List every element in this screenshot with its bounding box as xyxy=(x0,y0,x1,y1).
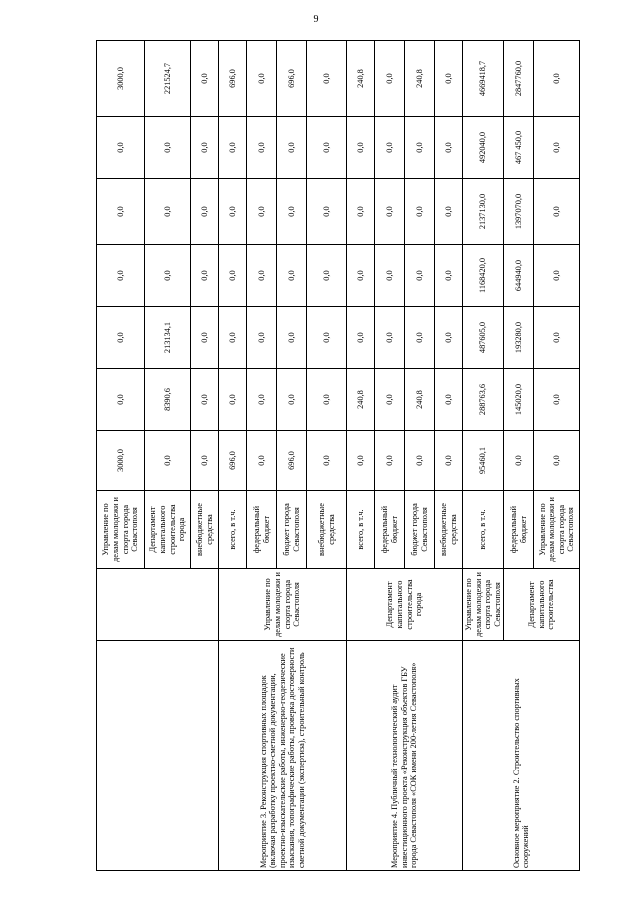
value-cell: 0,0 xyxy=(191,41,219,117)
value-cell: 487605,0 xyxy=(463,307,504,369)
value-cell: 0,0 xyxy=(277,179,307,245)
value-cell: 696,0 xyxy=(219,431,247,491)
value-cell: 0,0 xyxy=(307,431,347,491)
value-cell: 213134,1 xyxy=(145,307,191,369)
value-cell: 2137130,0 xyxy=(463,179,504,245)
value-cell: 0,0 xyxy=(219,245,247,307)
value-cell: 0,0 xyxy=(405,431,435,491)
value-cell: 644940,0 xyxy=(504,245,534,307)
value-cell: 0,0 xyxy=(435,245,463,307)
value-cell: 240,8 xyxy=(347,369,375,431)
value-cell: 2847760,0 xyxy=(504,41,534,117)
value-cell: 0,0 xyxy=(277,245,307,307)
value-cell: 0,0 xyxy=(435,179,463,245)
value-cell: 0,0 xyxy=(435,431,463,491)
funding-source-cell: внебюджетные средства xyxy=(435,491,463,569)
value-cell: 0,0 xyxy=(277,369,307,431)
value-cell: 0,0 xyxy=(97,369,145,431)
executor-cell: Управление по делам молодежи и спорта города Севастополя xyxy=(463,569,504,641)
value-cell: 492040,0 xyxy=(463,117,504,179)
value-cell: 8390,6 xyxy=(145,369,191,431)
value-cell: 0,0 xyxy=(191,179,219,245)
value-cell: 0,0 xyxy=(307,245,347,307)
value-cell: 696,0 xyxy=(219,41,247,117)
value-cell: 0,0 xyxy=(435,117,463,179)
value-cell: 0,0 xyxy=(375,117,405,179)
value-cell: 0,0 xyxy=(277,307,307,369)
value-cell: 0,0 xyxy=(219,369,247,431)
value-cell: 0,0 xyxy=(145,245,191,307)
value-cell: 0,0 xyxy=(347,307,375,369)
value-cell: 0,0 xyxy=(247,117,277,179)
value-cell: 0,0 xyxy=(347,431,375,491)
funding-source-cell: бюджет города Севастополя xyxy=(277,491,307,569)
value-cell: 0,0 xyxy=(97,117,145,179)
value-cell: 0,0 xyxy=(534,245,580,307)
table-row xyxy=(347,41,375,871)
value-cell: 0,0 xyxy=(307,179,347,245)
value-cell: 467 450,0 xyxy=(504,117,534,179)
value-cell: 0,0 xyxy=(405,307,435,369)
value-cell: 0,0 xyxy=(405,179,435,245)
rotated-table-wrapper xyxy=(96,41,576,871)
value-cell: 0,0 xyxy=(247,245,277,307)
funding-source-cell: федеральный бюджет xyxy=(247,491,277,569)
executor-cell: Департамент капитального строительства xyxy=(504,569,580,641)
value-cell: 0,0 xyxy=(219,179,247,245)
funding-source-cell: всего, в т.ч. xyxy=(347,491,375,569)
value-cell: 0,0 xyxy=(247,369,277,431)
value-cell: 193280,0 xyxy=(504,307,534,369)
activity-name-cell xyxy=(97,641,219,871)
funding-source-cell: Департамент капитального строительства города xyxy=(145,491,191,569)
table-row xyxy=(219,41,247,871)
value-cell: 696,0 xyxy=(277,431,307,491)
budget-table xyxy=(96,40,580,871)
value-cell: 1397070,0 xyxy=(504,179,534,245)
value-cell: 0,0 xyxy=(307,307,347,369)
value-cell: 0,0 xyxy=(347,117,375,179)
value-cell: 0,0 xyxy=(219,117,247,179)
rotated-table-inner xyxy=(96,41,576,871)
page-number: 9 xyxy=(313,14,319,25)
value-cell: 240,8 xyxy=(347,41,375,117)
table-row xyxy=(97,41,145,871)
value-cell: 0,0 xyxy=(145,179,191,245)
funding-source-cell: бюджет города Севастополя xyxy=(405,491,435,569)
value-cell: 0,0 xyxy=(435,307,463,369)
funding-source-cell: федеральный бюджет xyxy=(504,491,534,569)
value-cell: 0,0 xyxy=(219,307,247,369)
value-cell: 0,0 xyxy=(534,179,580,245)
value-cell: 0,0 xyxy=(347,179,375,245)
value-cell: 95460,1 xyxy=(463,431,504,491)
value-cell: 145020,0 xyxy=(504,369,534,431)
funding-source-cell: федеральный бюджет xyxy=(375,491,405,569)
value-cell: 0,0 xyxy=(97,179,145,245)
value-cell: 0,0 xyxy=(347,245,375,307)
value-cell: 0,0 xyxy=(375,41,405,117)
value-cell: 0,0 xyxy=(534,307,580,369)
executor-cell: Департамент капитального строительства города xyxy=(347,569,463,641)
value-cell: 0,0 xyxy=(145,431,191,491)
value-cell: 0,0 xyxy=(247,431,277,491)
value-cell: 0,0 xyxy=(375,369,405,431)
value-cell: 0,0 xyxy=(534,369,580,431)
value-cell: 240,8 xyxy=(405,41,435,117)
value-cell: 0,0 xyxy=(307,41,347,117)
value-cell: 3000,0 xyxy=(97,431,145,491)
table-row xyxy=(463,41,504,871)
value-cell: 0,0 xyxy=(191,307,219,369)
executor-cell xyxy=(97,569,219,641)
executor-cell: Управление по делам молодежи и спорта города Севастополя xyxy=(219,569,347,641)
value-cell: 0,0 xyxy=(191,369,219,431)
value-cell: 0,0 xyxy=(534,117,580,179)
value-cell: 0,0 xyxy=(405,117,435,179)
value-cell: 1168420,0 xyxy=(463,245,504,307)
value-cell: 0,0 xyxy=(97,307,145,369)
funding-source-cell: всего, в т.ч. xyxy=(219,491,247,569)
activity-name-cell: Мероприятие 4. Публичный технологический аудит инвестиционного проекта «Реконструкция объектов ГБУ города Севастополя «СОК имени 200-летия Севастополя» xyxy=(347,641,463,871)
value-cell: 0,0 xyxy=(504,431,534,491)
value-cell: 0,0 xyxy=(247,307,277,369)
value-cell: 0,0 xyxy=(375,307,405,369)
value-cell: 0,0 xyxy=(145,117,191,179)
value-cell: 0,0 xyxy=(247,41,277,117)
funding-source-cell: всего, в т.ч. xyxy=(463,491,504,569)
funding-source-cell: Управление по делам молодежи и спорта города Севастополя xyxy=(97,491,145,569)
value-cell: 240,8 xyxy=(405,369,435,431)
value-cell: 0,0 xyxy=(534,41,580,117)
value-cell: 0,0 xyxy=(277,117,307,179)
funding-source-cell: внебюджетные средства xyxy=(307,491,347,569)
value-cell: 0,0 xyxy=(97,245,145,307)
value-cell: 0,0 xyxy=(534,431,580,491)
value-cell: 0,0 xyxy=(191,245,219,307)
table-body xyxy=(97,41,580,871)
value-cell: 0,0 xyxy=(405,245,435,307)
funding-source-cell: внебюджетные средства xyxy=(191,491,219,569)
value-cell: 0,0 xyxy=(307,369,347,431)
activity-name-cell: Мероприятие 3. Реконструкция спортивных площадок (включая разработку проектно-сметной документации, проектно-изыскательские работы, инженерно-геодезические изыскания, топографические работы, проверка достоверности сметной документации (экспертиза), строительный контроль xyxy=(219,641,347,871)
value-cell: 0,0 xyxy=(435,369,463,431)
value-cell: 0,0 xyxy=(375,179,405,245)
value-cell: 288763,6 xyxy=(463,369,504,431)
value-cell: 0,0 xyxy=(191,431,219,491)
value-cell: 0,0 xyxy=(247,179,277,245)
value-cell: 0,0 xyxy=(375,431,405,491)
value-cell: 0,0 xyxy=(307,117,347,179)
value-cell: 3000,0 xyxy=(97,41,145,117)
value-cell: 4669418,7 xyxy=(463,41,504,117)
value-cell: 696,0 xyxy=(277,41,307,117)
activity-name-cell: Основное мероприятие 2. Строительство спортивных сооружений xyxy=(463,641,580,871)
value-cell: 0,0 xyxy=(191,117,219,179)
value-cell: 0,0 xyxy=(435,41,463,117)
value-cell: 0,0 xyxy=(375,245,405,307)
value-cell: 221524,7 xyxy=(145,41,191,117)
funding-source-cell: Управление по делам молодежи и спорта города Севастополя xyxy=(534,491,580,569)
